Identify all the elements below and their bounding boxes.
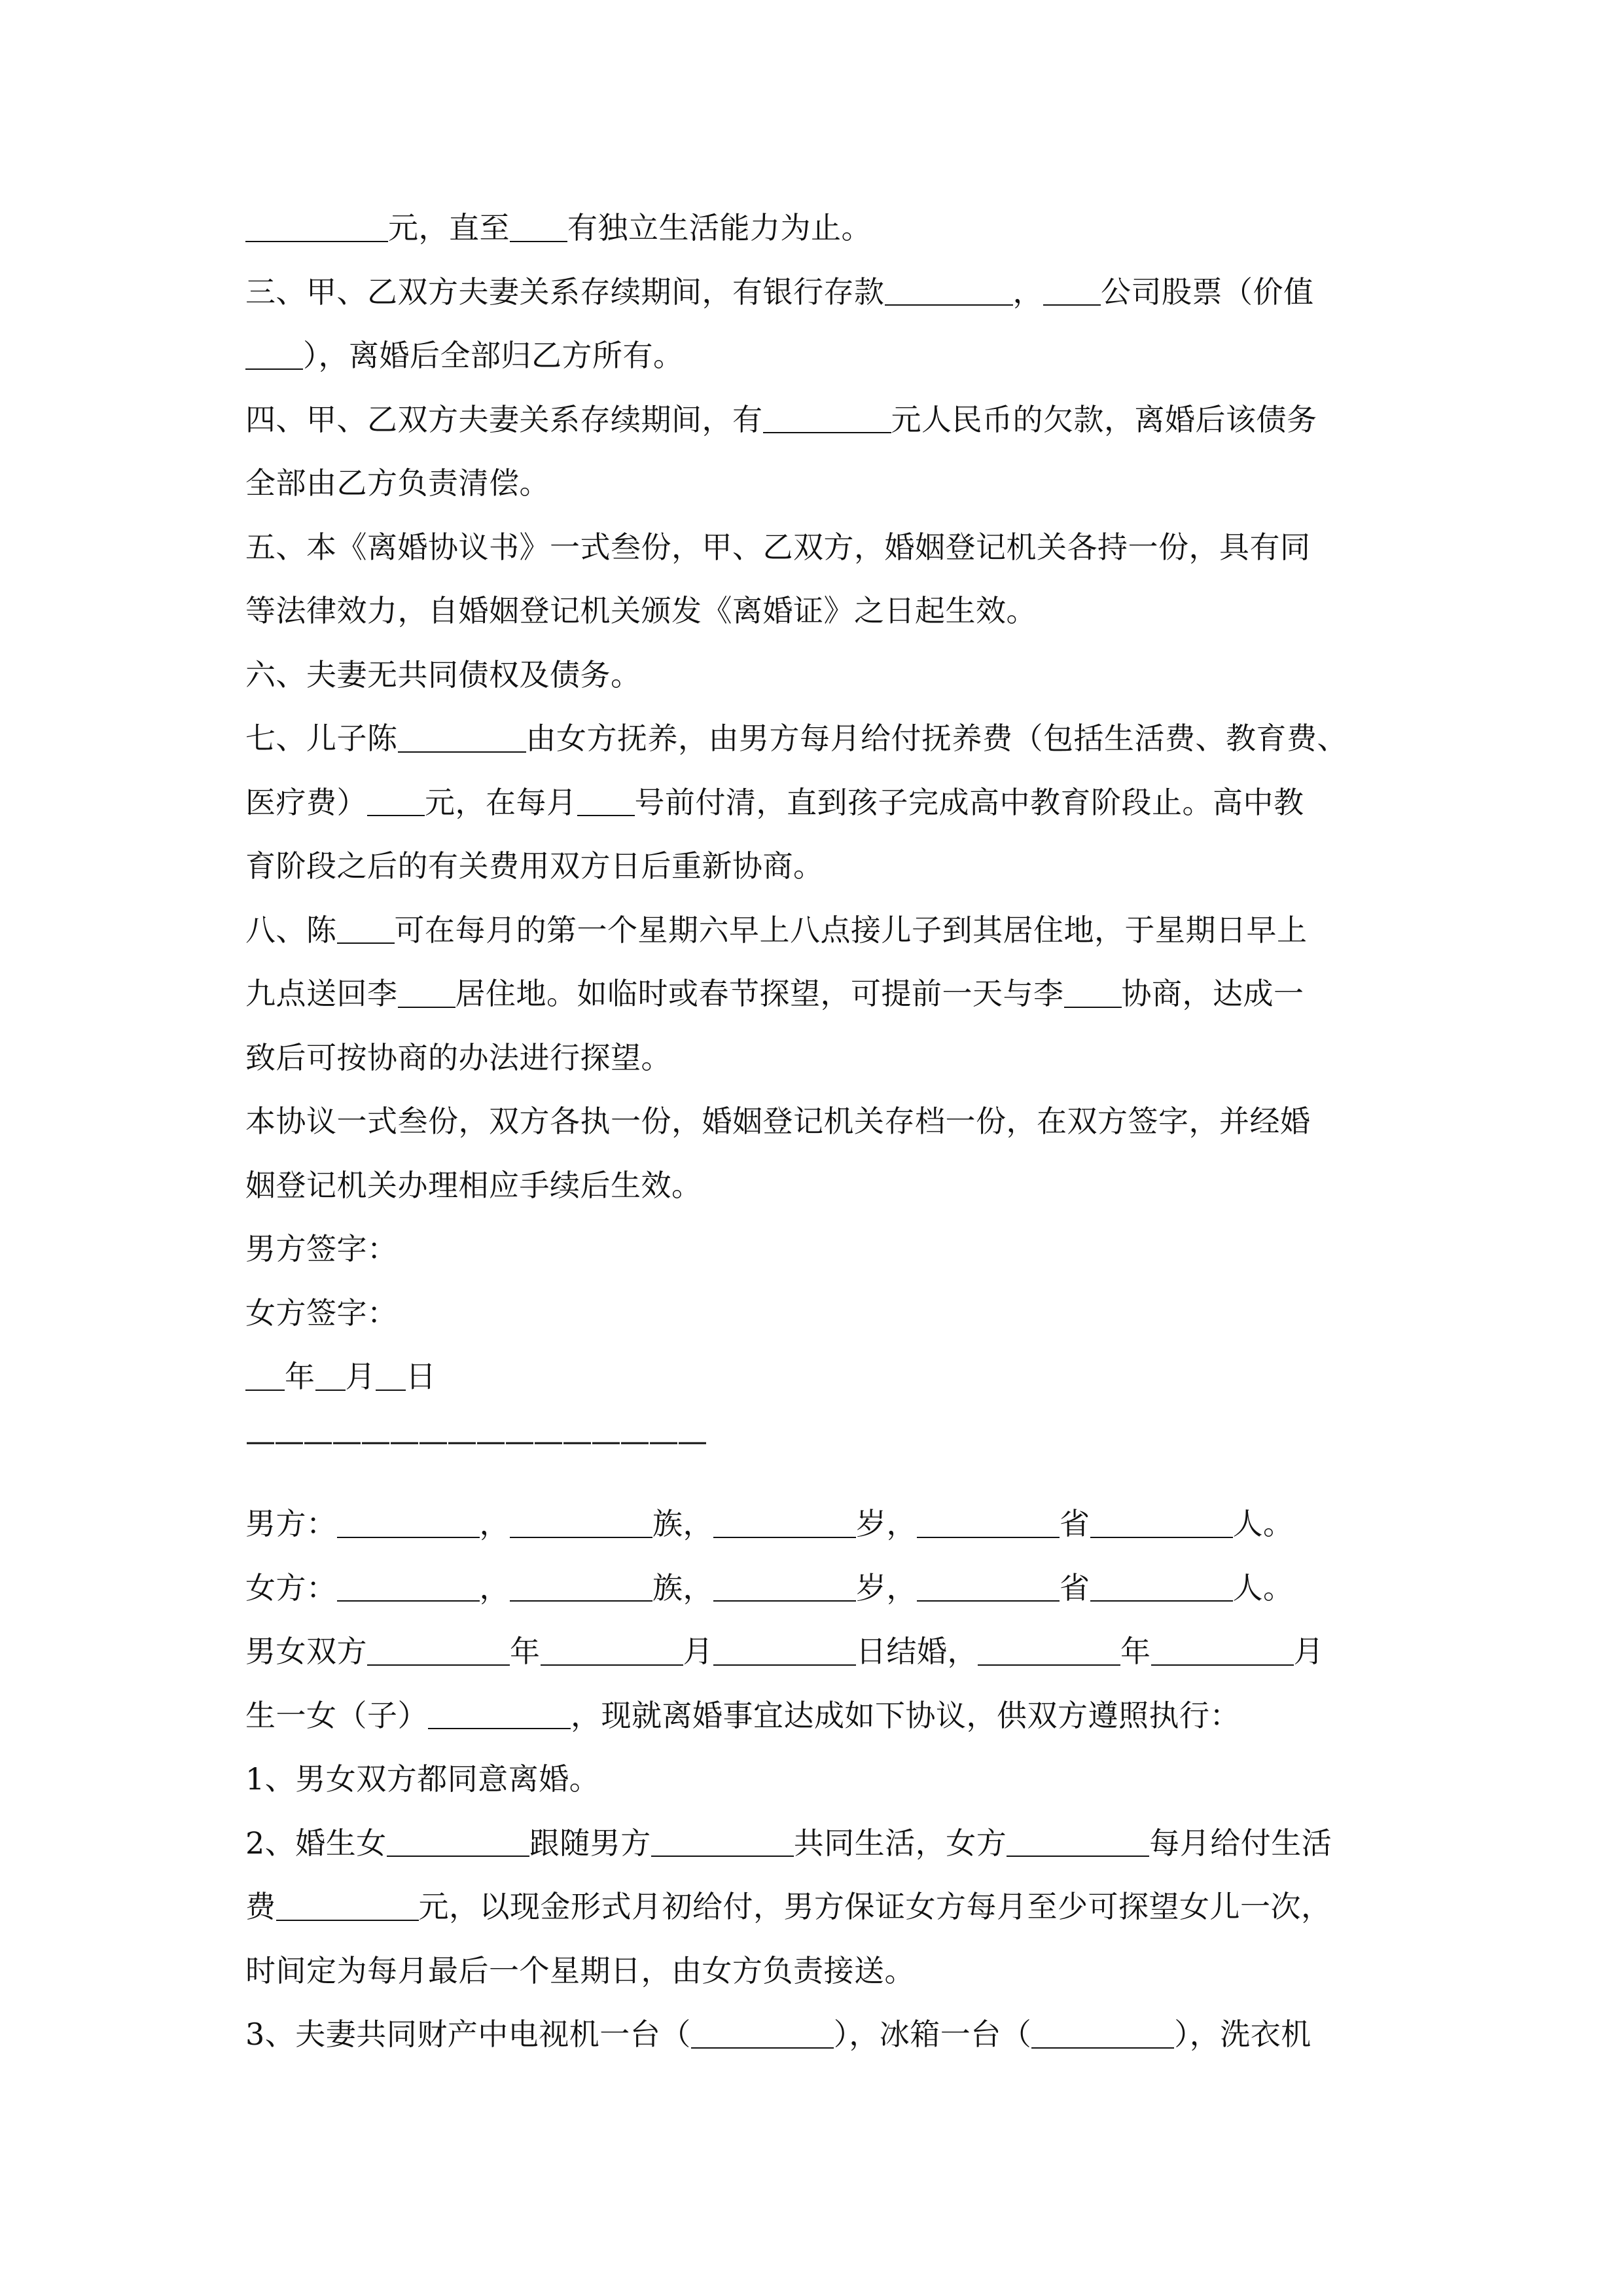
text-span: 月	[1293, 1634, 1324, 1669]
blank-field[interactable]	[885, 273, 1013, 306]
document-page	[245, 196, 1381, 2067]
text-span: ），冰箱一台（	[833, 2017, 1032, 2052]
text-span: 四、甲、乙双方夫妻关系存续期间，有	[245, 401, 763, 437]
text-span: 时间定为每月最后一个星期日，由女方负责接送。	[245, 1952, 915, 1988]
clause-1	[245, 1748, 1381, 1812]
blank-field[interactable]	[1007, 1824, 1149, 1857]
text-span: ，现就离婚事宜达成如下协议，供双方遵照执行：	[571, 1697, 1240, 1733]
blank-field[interactable]	[1090, 1569, 1233, 1602]
text-span: 女方：	[245, 1570, 337, 1605]
text-span: 号前付清，直到孩子完成高中教育阶段止。高中教	[634, 784, 1304, 820]
text-span: 有独立生活能力为止。	[567, 210, 872, 245]
blank-field[interactable]	[337, 1505, 480, 1537]
text-line	[245, 196, 1381, 260]
text-span: 岁，	[856, 1506, 917, 1541]
text-line	[245, 452, 1381, 516]
clause-3b	[245, 2003, 1381, 2067]
clause-4	[245, 388, 1381, 452]
text-span: 2、婚生女	[245, 1825, 387, 1861]
female-signature-label	[245, 1282, 1381, 1346]
blank-field[interactable]	[245, 209, 388, 242]
text-span: 男女双方	[245, 1634, 367, 1669]
text-span: ，	[1012, 274, 1043, 310]
text-span: 生一女（子）	[245, 1697, 428, 1733]
closing-clause	[245, 1090, 1381, 1154]
blank-field[interactable]	[398, 719, 526, 752]
text-span: 族，	[652, 1570, 713, 1605]
text-line	[245, 962, 1381, 1026]
blank-field[interactable]	[337, 1569, 480, 1602]
clause-5	[245, 516, 1381, 580]
text-span: 女方签字：	[245, 1295, 398, 1331]
text-span: 年	[1120, 1634, 1151, 1669]
text-span: 族，	[652, 1506, 713, 1541]
clause-3	[245, 260, 1381, 325]
text-span: 等法律效力，自婚姻登记机关颁发《离婚证》之日起生效。	[245, 593, 1037, 628]
blank-field[interactable]	[917, 1505, 1060, 1537]
blank-field[interactable]	[276, 1888, 419, 1920]
text-span: 由女方抚养，由男方每月给付抚养费（包括生活费、教育费、	[526, 721, 1347, 756]
blank-field[interactable]	[651, 1824, 794, 1857]
text-span: 日	[406, 1359, 437, 1394]
text-line	[245, 1154, 1381, 1218]
blank-field[interactable]	[245, 336, 303, 369]
text-span: 六、夫妻无共同债权及债务。	[245, 656, 641, 692]
blank-field[interactable]	[1064, 975, 1122, 1007]
blank-field[interactable]	[713, 1632, 856, 1665]
text-span: 费	[245, 1889, 276, 1924]
blank-field[interactable]	[763, 401, 891, 433]
text-span: 1、男女双方都同意离婚。	[245, 1761, 600, 1797]
text-span: 九点送回李	[245, 976, 398, 1011]
text-span: 男方签字：	[245, 1231, 398, 1266]
text-line	[245, 1875, 1381, 1939]
text-span: 公司股票（价值	[1101, 274, 1314, 310]
text-span: 七、儿子陈	[245, 721, 398, 756]
blank-field[interactable]	[367, 783, 425, 816]
text-span: 共同生活，女方	[793, 1825, 1007, 1861]
text-span: 每月给付生活	[1149, 1825, 1332, 1861]
text-line	[245, 1684, 1381, 1748]
text-line	[245, 579, 1381, 643]
text-span: 姻登记机关办理相应手续后生效。	[245, 1167, 702, 1203]
blank-field[interactable]	[1031, 2015, 1174, 2048]
text-span: 元人民币的欠款，离婚后该债务	[891, 401, 1317, 437]
blank-field[interactable]	[510, 1569, 652, 1602]
month-blank[interactable]	[315, 1357, 346, 1390]
text-span: 育阶段之后的有关费用双方日后重新协商。	[245, 848, 824, 884]
blank-field[interactable]	[1090, 1505, 1233, 1537]
male-info-line	[245, 1492, 1381, 1556]
blank-field[interactable]	[1151, 1632, 1294, 1665]
text-span: 人。	[1232, 1570, 1294, 1605]
text-span: 省	[1060, 1570, 1090, 1605]
blank-field[interactable]	[337, 911, 395, 944]
text-span: 元，在每月	[425, 784, 577, 820]
text-span: 省	[1060, 1506, 1090, 1541]
text-span: 本协议一式叁份，双方各执一份，婚姻登记机关存档一份，在双方签字，并经婚	[245, 1103, 1311, 1139]
blank-field[interactable]	[713, 1505, 856, 1537]
text-span: 全部由乙方负责清偿。	[245, 465, 550, 501]
text-span: 三、甲、乙双方夫妻关系存续期间，有银行存款	[245, 274, 885, 310]
blank-field[interactable]	[510, 1505, 652, 1537]
text-span: ），离婚后全部归乙方所有。	[303, 338, 684, 373]
year-blank[interactable]	[245, 1357, 285, 1390]
text-span: 年	[285, 1359, 315, 1394]
text-span: 年	[510, 1634, 541, 1669]
text-span: ，	[479, 1570, 510, 1605]
text-line	[245, 771, 1381, 835]
text-span: 3、夫妻共同财产中电视机一台（	[245, 2017, 691, 2052]
clause-8	[245, 899, 1381, 963]
blank-field[interactable]	[367, 1632, 510, 1665]
text-span: 八、陈	[245, 912, 337, 948]
blank-field[interactable]	[541, 1632, 683, 1665]
marriage-date-line	[245, 1620, 1381, 1684]
blank-field[interactable]	[577, 783, 635, 816]
clause-7	[245, 707, 1381, 771]
blank-field[interactable]	[428, 1696, 571, 1729]
text-span: 元，直至	[388, 210, 510, 245]
text-span: 医疗费）	[245, 784, 367, 820]
text-span: 岁，	[856, 1570, 917, 1605]
text-span: 元，以现金形式月初给付，男方保证女方每月至少可探望女儿一次，	[418, 1889, 1332, 1924]
text-line	[245, 1026, 1381, 1090]
text-span: 男方：	[245, 1506, 337, 1541]
text-span: 五、本《离婚协议书》一式叁份，甲、乙双方，婚姻登记机关各持一份，具有同	[245, 529, 1311, 565]
text-span: 跟随男方	[529, 1825, 651, 1861]
text-span: 协商，达成一	[1121, 976, 1304, 1011]
text-span: 日结婚，	[856, 1634, 978, 1669]
clause-6	[245, 643, 1381, 708]
text-span: 月	[345, 1359, 376, 1394]
text-span: ，	[479, 1506, 510, 1541]
text-span: ），洗衣机	[1174, 2017, 1311, 2052]
date-line	[245, 1345, 1381, 1409]
blank-field[interactable]	[917, 1569, 1060, 1602]
text-span: 致后可按协商的办法进行探望。	[245, 1039, 671, 1075]
text-line	[245, 1939, 1381, 2003]
text-line	[245, 324, 1381, 388]
blank-field[interactable]	[398, 975, 455, 1007]
blank-field[interactable]	[713, 1569, 856, 1602]
section-divider: ————————————————	[245, 1422, 706, 1458]
blank-field[interactable]	[978, 1632, 1120, 1665]
clause-2	[245, 1812, 1381, 1876]
text-span: 月	[683, 1634, 713, 1669]
text-span: 人。	[1232, 1506, 1294, 1541]
blank-field[interactable]	[691, 2015, 834, 2048]
text-line	[245, 834, 1381, 899]
blank-field[interactable]	[387, 1824, 529, 1857]
text-span: 可在每月的第一个星期六早上八点接儿子到其居住地，于星期日早上	[394, 912, 1308, 948]
blank-field[interactable]	[510, 209, 567, 242]
spacer	[245, 1473, 1381, 1492]
blank-field[interactable]	[1043, 273, 1101, 306]
female-info-line	[245, 1556, 1381, 1621]
male-signature-label	[245, 1217, 1381, 1282]
day-blank[interactable]	[376, 1357, 406, 1390]
text-span: 居住地。如临时或春节探望，可提前一天与李	[455, 976, 1064, 1011]
